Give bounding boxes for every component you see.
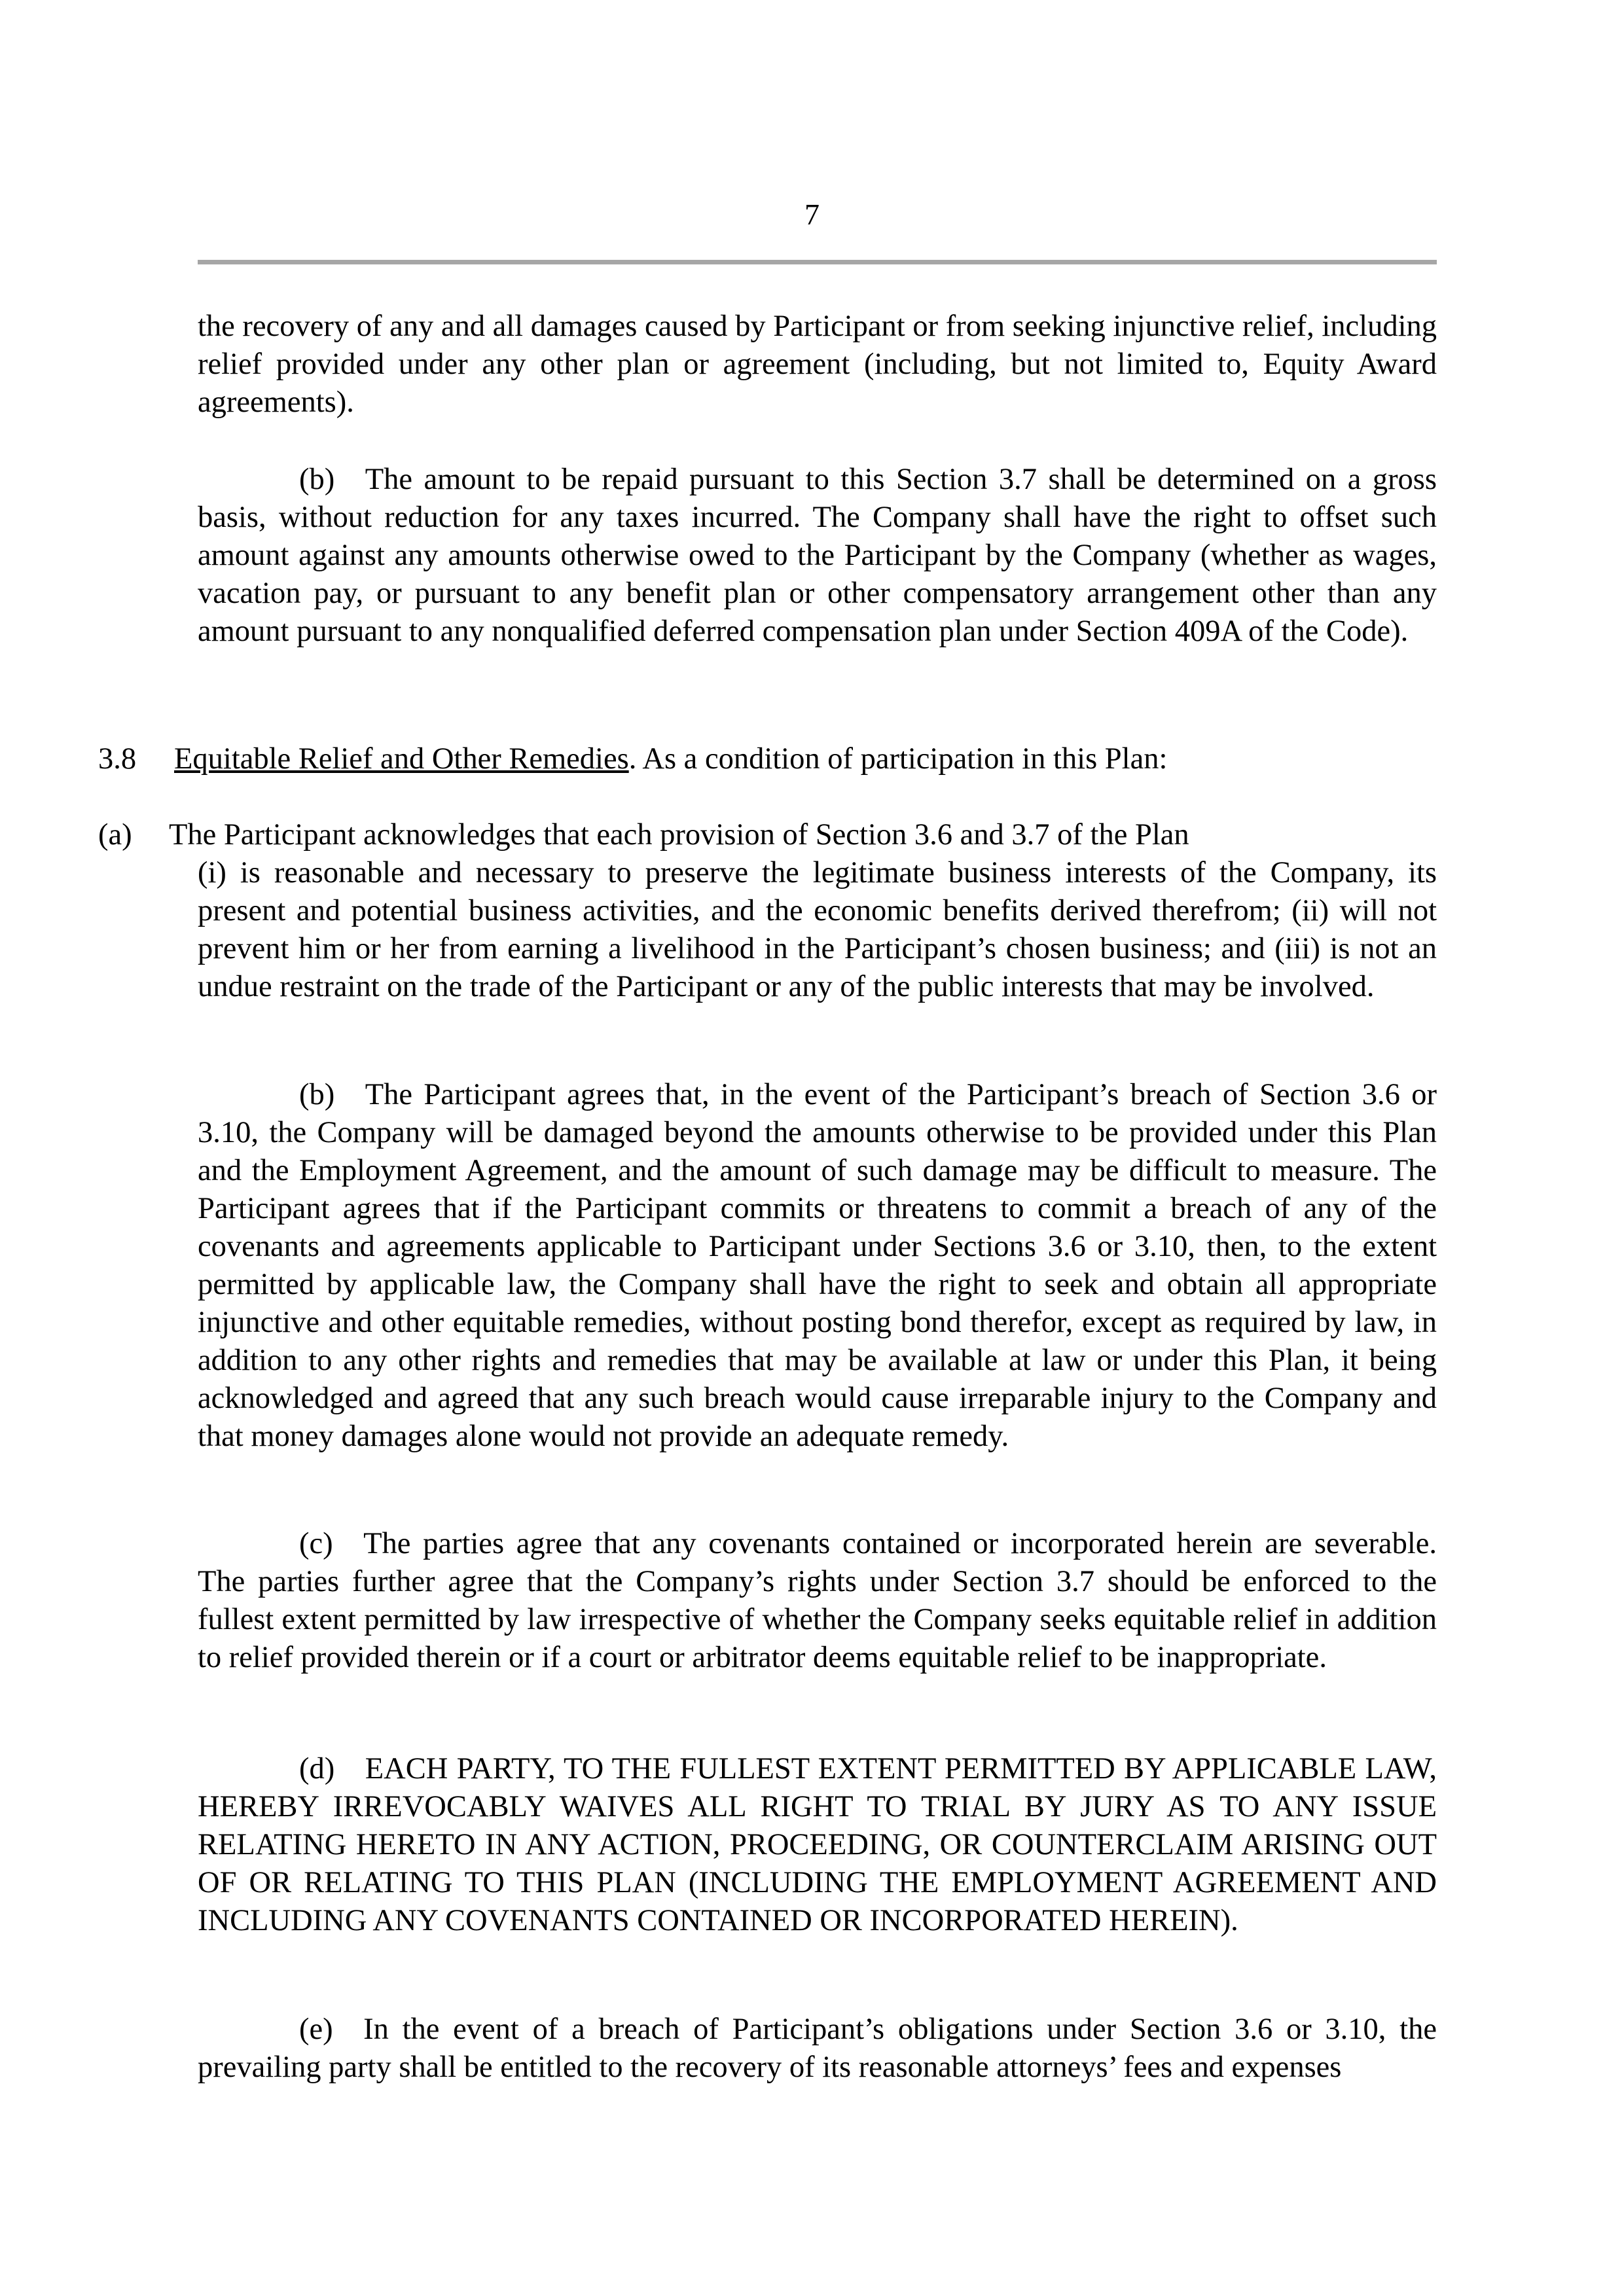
item-e-paragraph: (e) In the event of a breach of Participant’s obligations under Section 3.6 or 3.10, the prevailing party shall be entitled to the recovery of its reasonable attorneys’ fees and expenses — [198, 2013, 1437, 2084]
page-number: 7 — [804, 198, 820, 231]
item-d-paragraph: (d) EACH PARTY, TO THE FULLEST EXTENT PERMITTED BY APPLICABLE LAW, HEREBY IRREVOCABLY WAIVES ALL RIGHT TO TRIAL BY JURY AS TO ANY ISSUE RELATING HERETO IN ANY ACTION, PROCEEDING, OR COUNTERCLAIM ARISING OUT OF OR RELATING TO THIS PLAN (INCLUDING THE EMPLOYMENT AGREEMENT AND INCLUDING ANY COVENANTS CONTAINED OR INCORPORATED HEREIN). — [198, 1752, 1437, 1937]
paragraph-repayment-b: (b) The amount to be repaid pursuant to this Section 3.7 shall be determined on a gross basis, without reduction for any taxes incurred. The Company shall have the right to offset such amount against any amounts otherwise owed to the Participant by the Company (whether as wages, vacation pay, or pursuant to any benefit plan or other compensatory arrangement other than any amount pursuant to any nonqualified deferred compensation plan under Section 409A of the Code). — [198, 463, 1437, 648]
item-a-continuation: (i) is reasonable and necessary to preserve the legitimate business interests of the Company, its present and potential business activities, and the economic benefits derived therefrom; (ii) will not prevent him or her from earning a livelihood in the Participant’s chosen business; and (iii) is not an undue restraint on the trade of the Participant or any of the public interests that may be involved. — [198, 856, 1437, 1003]
section-number: 3.8 — [98, 742, 137, 776]
section-title-line — [174, 740, 1167, 778]
item-a-first-line: The Participant acknowledges that each provision of Section 3.6 and 3.7 of the Plan — [169, 818, 1189, 852]
paragraph-continuation: the recovery of any and all damages caused by Participant or from seeking injunctive relief, including relief provided under any other plan or agreement (including, but not limited to, Equity Award agreements). — [198, 310, 1437, 419]
item-a-label: (a) — [98, 818, 132, 852]
item-b-paragraph: (b) The Participant agrees that, in the event of the Participant’s breach of Section 3.6 or 3.10, the Company will be damaged beyond the amounts otherwise to be provided under this Plan and the Employment Agreement, and the amount of such damage may be difficult to measure. The Participant agrees that if the Participant commits or threatens to commit a breach of any of the covenants and agreements applicable to Participant under Sections 3.6 or 3.10, then, to the extent permitted by applicable law, the Company shall have the right to seek and obtain all appropriate injunctive and other equitable remedies, without posting bond therefor, except as required by law, in addition to any other rights and remedies that may be available at law or under this Plan, it being acknowledged and agreed that any such breach would cause irreparable injury to the Company and that money damages alone would not provide an adequate remedy. — [198, 1078, 1437, 1453]
section-intro: . As a condition of participation in this Plan: — [628, 742, 1168, 776]
header-rule — [198, 260, 1437, 264]
section-title: Equitable Relief and Other Remedies — [174, 742, 629, 776]
item-c-paragraph: (c) The parties agree that any covenants contained or incorporated herein are severable. The parties further agree that the Company’s rights under Section 3.7 should be enforced to the fullest extent permitted by law irrespective of whether the Company seeks equitable relief in addition to relief provided therein or if a court or arbitrator deems equitable relief to be inappropriate. — [198, 1527, 1437, 1674]
